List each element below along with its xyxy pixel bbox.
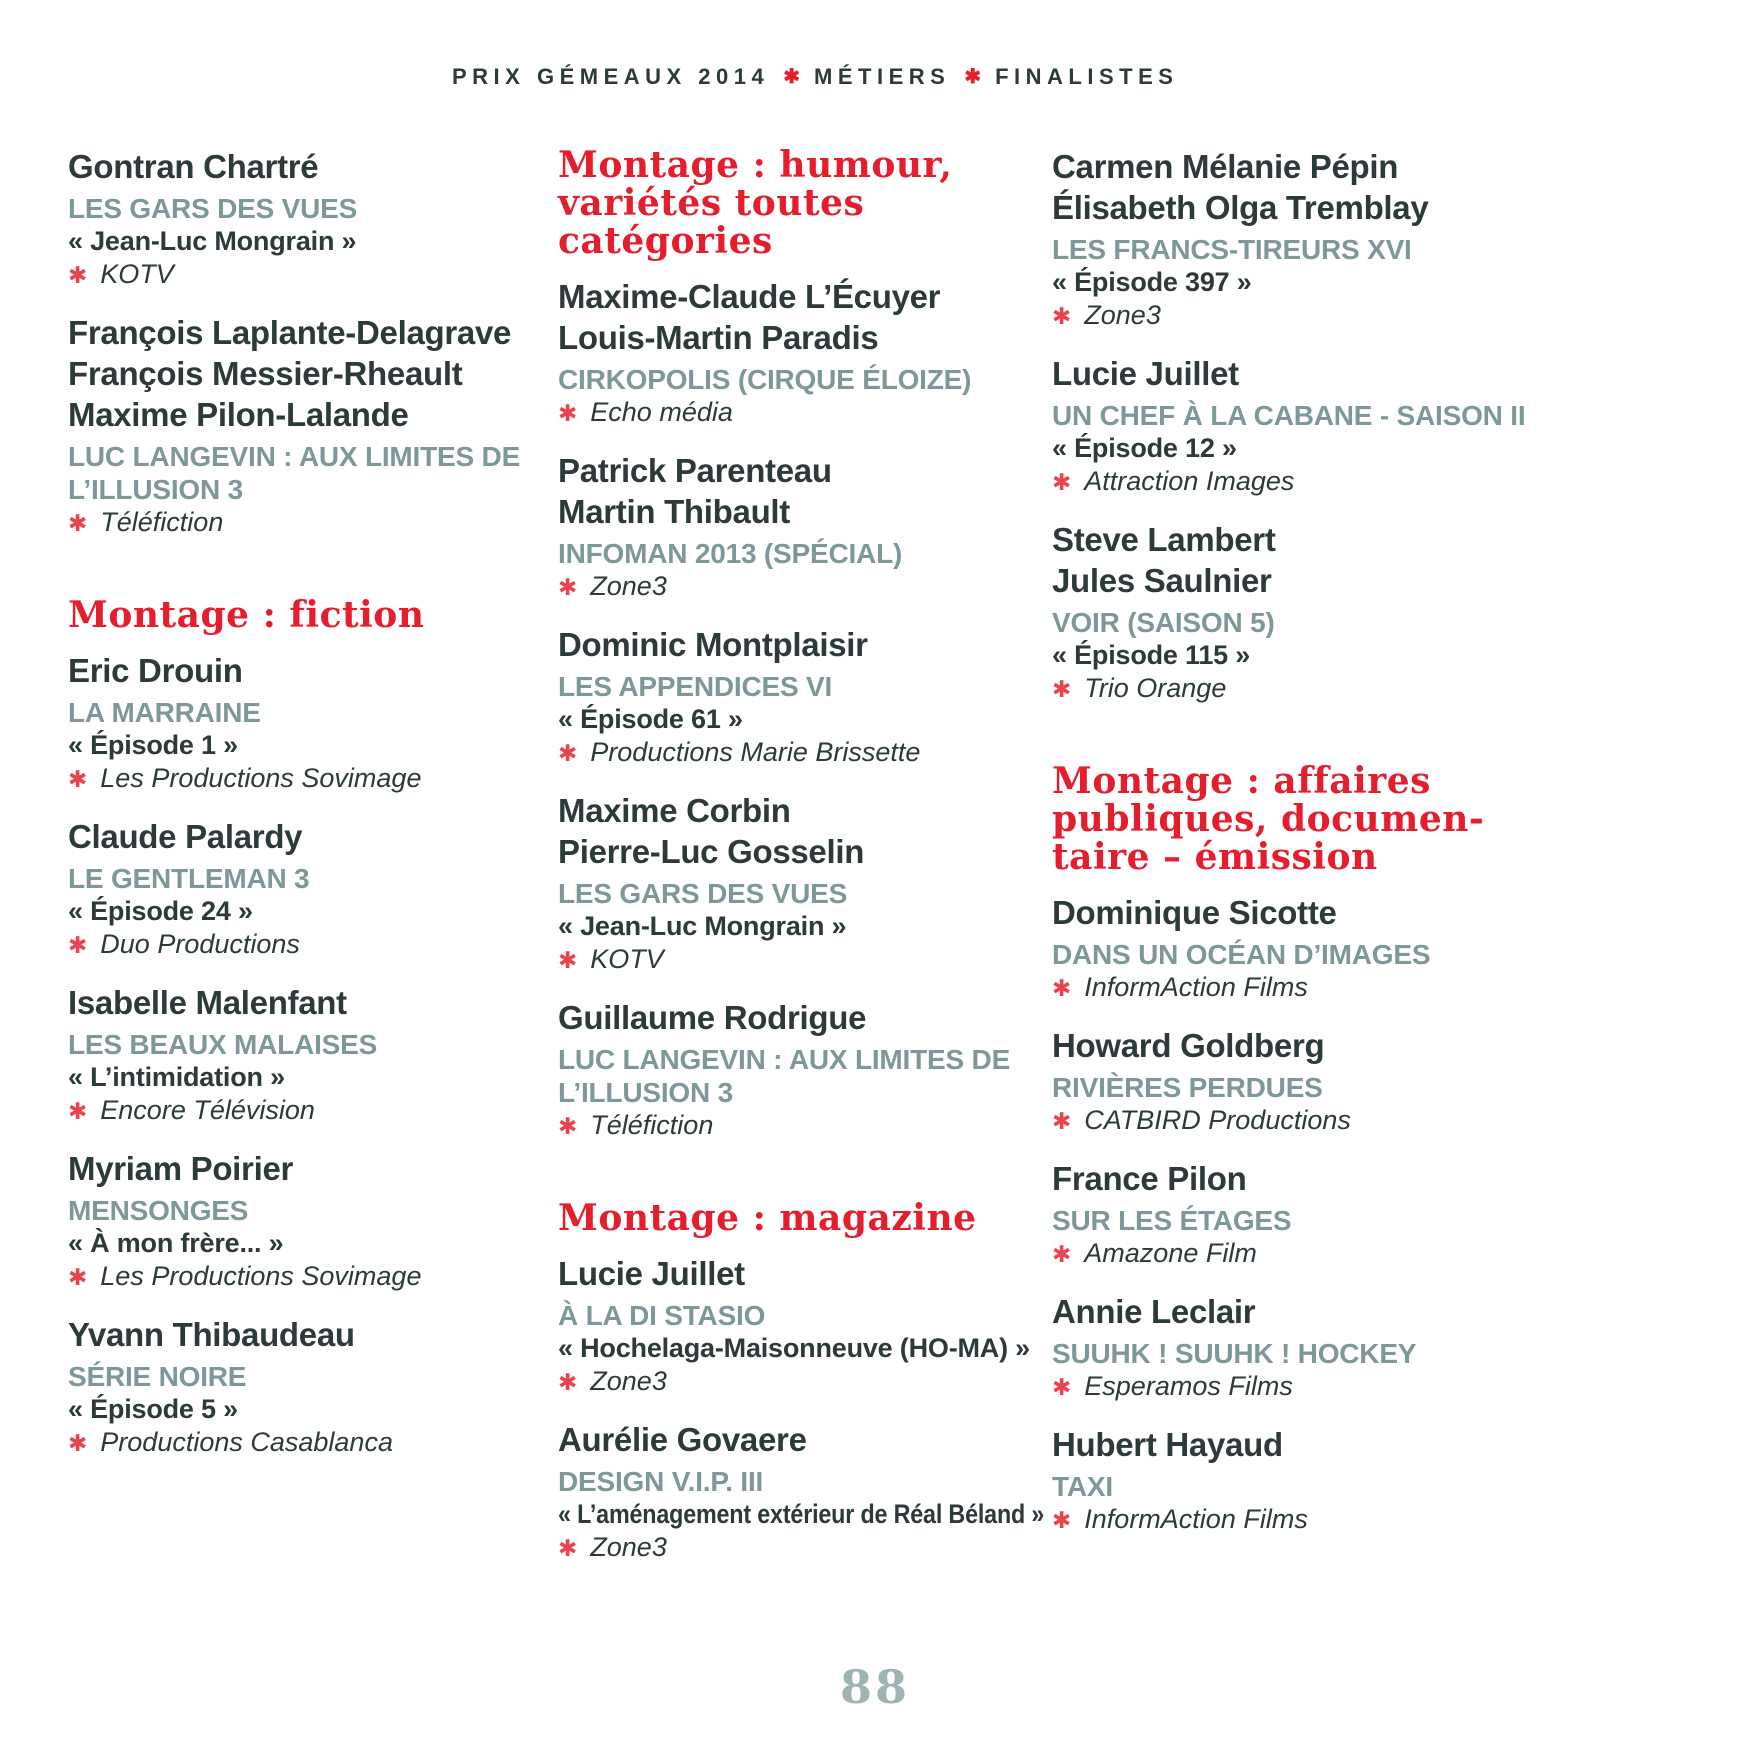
finalist-entry: [558, 624, 1040, 770]
category-heading-line: Montage : affaires: [1052, 760, 1431, 802]
finalist-names: [1052, 1424, 1534, 1465]
star-icon: ✱: [558, 1369, 578, 1395]
production-company: [1052, 672, 1534, 706]
finalist-names: [68, 650, 550, 691]
production-company: [558, 943, 1040, 977]
star-icon: ✱: [1052, 676, 1072, 702]
show-title-line: LUC LANGEVIN : AUX LIMITES DE: [558, 1044, 1011, 1075]
production-company: [68, 1426, 550, 1460]
show-title: [1052, 1071, 1534, 1104]
star-icon: ✱: [1052, 469, 1072, 495]
episode-label: « Épisode 12 »: [1052, 433, 1237, 463]
finalist-entry: [1052, 1291, 1534, 1404]
episode-label: « Épisode 115 »: [1052, 640, 1251, 670]
finalist-entry: [1052, 1025, 1534, 1138]
production-company: [68, 506, 550, 540]
category-heading-line: catégories: [558, 220, 773, 262]
production-company: [1052, 465, 1534, 499]
star-icon: ✱: [558, 400, 578, 426]
production-company: [68, 1260, 550, 1294]
star-icon: ✱: [558, 740, 578, 766]
finalist-name: Dominique Sicotte: [1052, 894, 1337, 931]
finalist-name: Maxime Pilon-Lalande: [68, 396, 409, 433]
show-title: [68, 440, 550, 506]
production-company-name: Attraction Images: [1084, 466, 1295, 496]
star-icon: ✱: [1052, 975, 1072, 1001]
category-heading: [558, 146, 1040, 260]
star-icon: ✱: [68, 510, 88, 536]
finalist-name: Howard Goldberg: [1052, 1027, 1325, 1064]
finalist-entry: [68, 146, 550, 292]
show-title: [558, 1043, 1040, 1109]
finalist-names: [558, 1419, 1040, 1460]
show-title-line: CIRKOPOLIS (CIRQUE ÉLOIZE): [558, 364, 972, 395]
finalist-name: François Messier-Rheault: [68, 355, 463, 392]
production-company-name: Téléfiction: [100, 507, 224, 537]
finalist-names: [558, 624, 1040, 665]
show-title: [1052, 233, 1534, 266]
show-title: [68, 1028, 550, 1061]
finalist-name: Isabelle Malenfant: [68, 984, 347, 1021]
show-title-line: À LA DI STASIO: [558, 1300, 766, 1331]
finalist-entry: [558, 1253, 1040, 1399]
show-title-line: L’ILLUSION 3: [68, 474, 243, 505]
production-company-name: Trio Orange: [1084, 673, 1227, 703]
show-title: [558, 1299, 1040, 1332]
finalist-name: Louis-Martin Paradis: [558, 319, 879, 356]
show-title: [68, 696, 550, 729]
finalist-names: [558, 790, 1040, 872]
star-icon: ✱: [558, 947, 578, 973]
production-company-name: KOTV: [100, 259, 174, 289]
category-heading-line: Montage : humour,: [558, 144, 953, 186]
production-company: [558, 1531, 1040, 1565]
production-company-name: InformAction Films: [1084, 972, 1308, 1002]
production-company: [1052, 1104, 1534, 1138]
production-company-name: Echo média: [590, 397, 733, 427]
episode-label: « Jean-Luc Mongrain »: [558, 911, 847, 941]
show-title-line: LES APPENDICES VI: [558, 671, 833, 702]
show-title-line: SÉRIE NOIRE: [68, 1361, 247, 1392]
episode-label: « Épisode 61 »: [558, 704, 743, 734]
production-company-name: Zone3: [590, 571, 667, 601]
show-title-line: MENSONGES: [68, 1195, 249, 1226]
show-title: [1052, 1470, 1534, 1503]
production-company-name: Zone3: [590, 1532, 667, 1562]
production-company-name: Zone3: [590, 1366, 667, 1396]
production-company: [68, 762, 550, 796]
finalist-entry: [68, 650, 550, 796]
production-company-name: Esperamos Films: [1084, 1371, 1293, 1401]
finalist-name: Dominic Montplaisir: [558, 626, 868, 663]
production-company-name: Téléfiction: [590, 1110, 714, 1140]
category-heading-line: taire – émission: [1052, 836, 1378, 878]
finalist-names: [558, 276, 1040, 358]
finalist-name: Steve Lambert: [1052, 521, 1276, 558]
finalist-names: [68, 312, 550, 435]
finalist-name: Élisabeth Olga Tremblay: [1052, 189, 1429, 226]
production-company: [68, 1094, 550, 1128]
show-title-line: SUR LES ÉTAGES: [1052, 1205, 1292, 1236]
finalist-names: [1052, 1025, 1534, 1066]
show-title-line: L’ILLUSION 3: [558, 1077, 733, 1108]
finalist-name: Eric Drouin: [68, 652, 243, 689]
episode-label: « L’intimidation »: [68, 1062, 285, 1092]
show-title-line: TAXI: [1052, 1471, 1113, 1502]
production-company-name: Duo Productions: [100, 929, 300, 959]
finalist-entry: [558, 790, 1040, 977]
production-company: [558, 1109, 1040, 1143]
star-icon: ✱: [68, 932, 88, 958]
star-icon: ✱: [783, 65, 801, 88]
finalist-names: [68, 816, 550, 857]
episode-label: « Épisode 5 »: [68, 1394, 238, 1424]
show-title-line: SUUHK ! SUUHK ! HOCKEY: [1052, 1338, 1417, 1369]
finalist-name: Hubert Hayaud: [1052, 1426, 1283, 1463]
episode-label: « Épisode 397 »: [1052, 267, 1252, 297]
episode-label: « Épisode 1 »: [68, 730, 238, 760]
episode-label: « Jean-Luc Mongrain »: [68, 226, 357, 256]
star-icon: ✱: [964, 65, 982, 88]
finalist-names: [1052, 1158, 1534, 1199]
production-company: [558, 570, 1040, 604]
production-company-name: Zone3: [1084, 300, 1161, 330]
show-title: [558, 537, 1040, 570]
finalist-name: Pierre-Luc Gosselin: [558, 833, 865, 870]
production-company: [1052, 1237, 1534, 1271]
finalist-name: Patrick Parenteau: [558, 452, 832, 489]
finalist-name: François Laplante-Delagrave: [68, 314, 512, 351]
show-title-line: LES GARS DES VUES: [68, 193, 358, 224]
page-footer: [0, 1660, 1750, 1714]
production-company-name: KOTV: [590, 944, 664, 974]
star-icon: ✱: [68, 262, 88, 288]
show-title: [558, 1465, 1040, 1498]
show-title: [68, 1360, 550, 1393]
show-title: [1052, 1337, 1534, 1370]
column-center: [558, 144, 1045, 1585]
production-company: [1052, 299, 1534, 333]
show-title-line: DANS UN OCÉAN D’IMAGES: [1052, 939, 1431, 970]
show-title-line: LUC LANGEVIN : AUX LIMITES DE: [68, 441, 521, 472]
episode-label: « L’aménagement extérieur de Réal Béland »: [558, 1499, 1045, 1529]
finalist-name: Martin Thibault: [558, 493, 790, 530]
finalist-entry: [1052, 1158, 1534, 1271]
production-company: [558, 736, 1040, 770]
production-company-name: Les Productions Sovimage: [100, 763, 422, 793]
finalist-name: France Pilon: [1052, 1160, 1247, 1197]
production-company-name: Productions Marie Brissette: [590, 737, 921, 767]
finalist-names: [68, 1314, 550, 1355]
star-icon: ✱: [1052, 1108, 1072, 1134]
star-icon: ✱: [558, 1113, 578, 1139]
show-title-line: INFOMAN 2013 (SPÉCIAL): [558, 538, 903, 569]
star-icon: ✱: [68, 1264, 88, 1290]
finalist-name: Maxime-Claude L’Écuyer: [558, 278, 941, 315]
star-icon: ✱: [1052, 1374, 1072, 1400]
finalist-entry: [68, 1314, 550, 1460]
finalist-entry: [558, 450, 1040, 604]
category-heading: [558, 1199, 1040, 1237]
show-title-line: UN CHEF À LA CABANE - SAISON II: [1052, 400, 1526, 431]
star-icon: ✱: [558, 574, 578, 600]
header-title-metiers: MÉTIERS: [814, 64, 951, 89]
production-company: [1052, 1503, 1534, 1537]
column-right: [1052, 146, 1534, 1557]
category-heading-line: Montage : fiction: [68, 594, 425, 636]
finalist-name: Gontran Chartré: [68, 148, 319, 185]
show-title-line: DESIGN V.I.P. III: [558, 1466, 764, 1497]
star-icon: ✱: [68, 1430, 88, 1456]
category-heading-line: variétés toutes: [558, 182, 865, 224]
finalist-entry: [1052, 146, 1534, 333]
show-title: [1052, 938, 1534, 971]
show-title-line: LES BEAUX MALAISES: [68, 1029, 378, 1060]
show-title: [1052, 399, 1534, 432]
finalist-entry: [68, 982, 550, 1128]
production-company: [558, 1365, 1040, 1399]
finalist-names: [68, 146, 550, 187]
show-title-line: LES GARS DES VUES: [558, 878, 848, 909]
production-company-name: Les Productions Sovimage: [100, 1261, 422, 1291]
finalist-names: [1052, 146, 1534, 228]
show-title-line: LES FRANCS-TIREURS XVI: [1052, 234, 1412, 265]
header-title-prix-gemeaux: PRIX GÉMEAUX 2014: [452, 64, 770, 89]
page-number: 88: [839, 1660, 910, 1714]
finalist-name: Aurélie Govaere: [558, 1421, 807, 1458]
finalist-name: Yvann Thibaudeau: [68, 1316, 355, 1353]
category-heading: [1052, 762, 1534, 876]
show-title: [1052, 1204, 1534, 1237]
show-title: [558, 670, 1040, 703]
finalist-entry: [1052, 519, 1534, 706]
show-title-line: LE GENTLEMAN 3: [68, 863, 310, 894]
finalist-name: Guillaume Rodrigue: [558, 999, 867, 1036]
finalist-entry: [1052, 353, 1534, 499]
production-company: [558, 396, 1040, 430]
star-icon: ✱: [558, 1535, 578, 1561]
finalist-entry: [558, 1419, 1045, 1565]
star-icon: ✱: [68, 766, 88, 792]
finalist-name: Claude Palardy: [68, 818, 303, 855]
production-company: [1052, 971, 1534, 1005]
finalist-name: Jules Saulnier: [1052, 562, 1272, 599]
finalist-entry: [68, 312, 550, 540]
finalist-names: [1052, 1291, 1534, 1332]
show-title: [558, 363, 1040, 396]
category-heading-line: publiques, documen-: [1052, 798, 1485, 840]
finalist-name: Lucie Juillet: [1052, 355, 1239, 392]
finalist-name: Lucie Juillet: [558, 1255, 745, 1292]
star-icon: ✱: [1052, 303, 1072, 329]
episode-label: « Épisode 24 »: [68, 896, 253, 926]
category-heading-line: Montage : magazine: [558, 1197, 977, 1239]
star-icon: ✱: [68, 1098, 88, 1124]
finalist-entry: [558, 997, 1040, 1143]
episode-label: « À mon frère... »: [68, 1228, 284, 1258]
finalist-names: [558, 1253, 1040, 1294]
finalist-names: [558, 997, 1040, 1038]
finalist-entry: [68, 1148, 550, 1294]
production-company: [1052, 1370, 1534, 1404]
show-title-line: VOIR (SAISON 5): [1052, 607, 1275, 638]
finalist-names: [1052, 519, 1534, 601]
show-title-line: LA MARRAINE: [68, 697, 261, 728]
page-header: [452, 64, 1178, 90]
show-title: [558, 877, 1040, 910]
show-title: [1052, 606, 1534, 639]
production-company-name: CATBIRD Productions: [1084, 1105, 1351, 1135]
finalist-names: [1052, 892, 1534, 933]
finalist-entry: [1052, 892, 1534, 1005]
category-heading: [68, 596, 550, 634]
show-title: [68, 1194, 550, 1227]
finalist-names: [558, 450, 1040, 532]
production-company-name: Amazone Film: [1084, 1238, 1257, 1268]
finalist-name: Maxime Corbin: [558, 792, 791, 829]
show-title: [68, 862, 550, 895]
finalist-name: Annie Leclair: [1052, 1293, 1256, 1330]
show-title: [68, 192, 550, 225]
finalist-entry: [68, 816, 550, 962]
finalist-name: Myriam Poirier: [68, 1150, 294, 1187]
star-icon: ✱: [1052, 1507, 1072, 1533]
finalist-names: [1052, 353, 1534, 394]
finalist-entry: [558, 276, 1040, 430]
star-icon: ✱: [1052, 1241, 1072, 1267]
episode-label: « Hochelaga-Maisonneuve (HO-MA) »: [558, 1333, 1030, 1363]
finalist-names: [68, 1148, 550, 1189]
header-title-finalistes: FINALISTES: [995, 64, 1179, 89]
production-company-name: Productions Casablanca: [100, 1427, 393, 1457]
production-company-name: Encore Télévision: [100, 1095, 315, 1125]
finalist-entry: [1052, 1424, 1534, 1537]
column-left: [68, 146, 550, 1480]
finalist-name: Carmen Mélanie Pépin: [1052, 148, 1399, 185]
production-company-name: InformAction Films: [1084, 1504, 1308, 1534]
finalist-names: [68, 982, 550, 1023]
production-company: [68, 258, 550, 292]
show-title-line: RIVIÈRES PERDUES: [1052, 1072, 1323, 1103]
production-company: [68, 928, 550, 962]
